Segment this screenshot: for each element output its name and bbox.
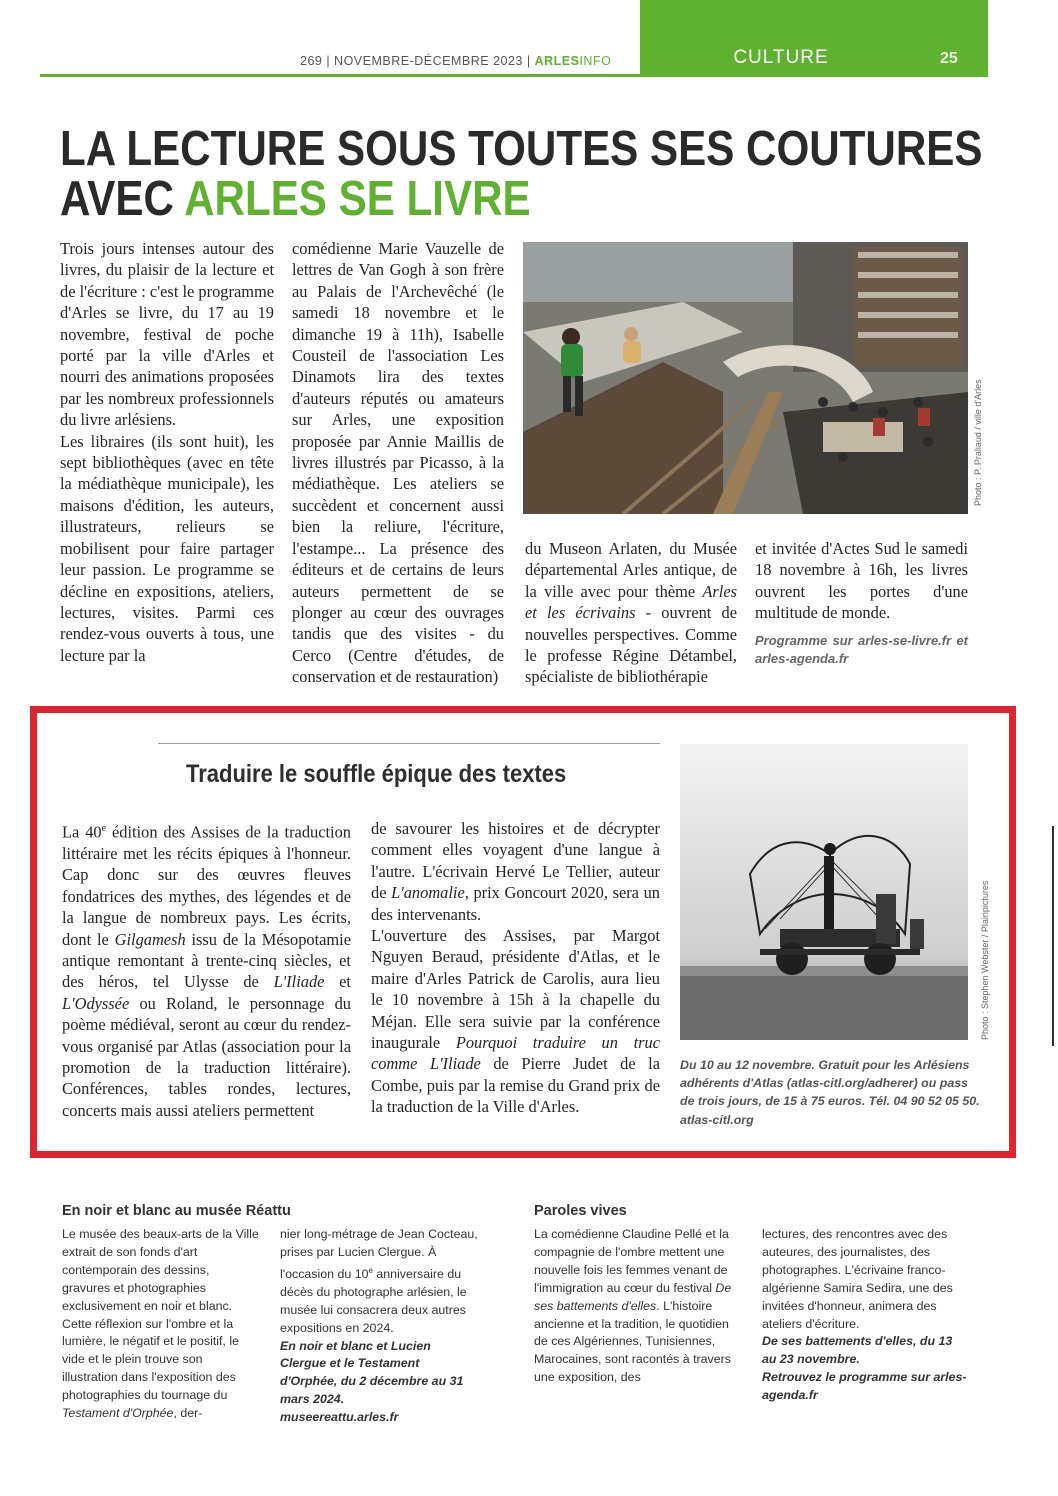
- article-col1-p2: Les libraires (ils sont huit), les sept bibliothèques (avec en tête la médiathèque municipale), les maisons d'édition, les auteurs, illustrateurs, relieurs se mobilisent pour faire partager leur passion. Le programme se décline en expositions, ateliers, lectures, visites. Parmi ces rendez-vous ouverts à tous, une lecture par la: [60, 431, 274, 665]
- paroles-title: Paroles vives: [534, 1203, 627, 1219]
- paroles-col1-b: . L'histoire ancienne et la tradition, le quotidien de ces Algériennes, Tunisiennes, Marocaines, sont racontés à travers une exposition, des: [534, 1298, 731, 1385]
- wings-photo: [680, 744, 968, 1040]
- boxed-column-1: [62, 818, 351, 1138]
- rubrique-label: CULTURE: [733, 47, 829, 68]
- reattu-col1-a: Le musée des beaux-arts de la Ville extrait de son fonds d'art contemporain des dessins, gravures et photographies exclusivement en noir et blanc. Cette réflexion sur l'ombre et la lumière, le négatif et le positif, le vide et le plein trouve son illustration dans l'exposition des photographies du tournage du: [62, 1227, 259, 1403]
- article-column-3: [525, 538, 737, 706]
- boxed-col2-p2: [371, 925, 660, 1118]
- paroles-column-2: [762, 1226, 968, 1405]
- boxed-col1-sup: e: [101, 823, 107, 834]
- reattu-column-1: [62, 1226, 260, 1423]
- reattu-column-2: [280, 1226, 480, 1427]
- boxed-column-2: [371, 818, 660, 1118]
- reattu-col1-i: Testament d'Orphée: [62, 1406, 174, 1421]
- reattu-title: En noir et blanc au musée Réattu: [62, 1203, 291, 1219]
- paroles-col2-text: lectures, des rencontres avec des auteures, des journalistes, des photographes. L'écrivaine franco-algérienne Samira Sedira, une des invitées d'honneur, animera des ateliers d'écriture.: [762, 1227, 953, 1331]
- title-line-2-plain: AVEC: [60, 172, 185, 226]
- issue-line: [300, 54, 611, 68]
- boxed-col2-i1: L'anomalie: [391, 883, 465, 903]
- boxed-col1-d: et: [324, 972, 351, 992]
- reattu-col1-text: [62, 1226, 260, 1423]
- boxed-col2-b: , prix Goncourt 2020, sera un des intervenants.: [371, 883, 660, 924]
- boxed-col2-a: de savourer les histoires et de décrypter comment elles voyagent d'une langue à l'autre. L'écrivain Hervé Le Tellier, auteur de: [371, 819, 660, 903]
- article-column-1: [60, 238, 274, 706]
- wings-photo-illustration: [680, 744, 968, 1040]
- reattu-info: En noir et blanc et Lucien Clergue et le Testament d'Orphée, du 2 décembre au 31 mars 2024.: [280, 1338, 464, 1407]
- header-rule: [40, 74, 988, 77]
- paroles-col1-a: La comédienne Claudine Pellé et la compagnie de l'ombre mettent une nouvelle fois les femmes venant de l'immigration au cœur du festival: [534, 1227, 729, 1295]
- article-column-2: [292, 238, 504, 706]
- article-title: [60, 122, 983, 226]
- wings-photo-credit: Photo : Stephen Webster / Plainpictures: [980, 880, 990, 1040]
- article-column-4: [755, 538, 968, 668]
- boxed-col1-e: ou Roland, le personnage du poème médiéval, seront au cœur du rendez-vous organisé par Atlas (association pour la promotion de la traduction littéraire). Conférences, tables rondes, lectures, concerts mais aussi ateliers permettent: [62, 993, 351, 1120]
- article-col3-a: du Museon Arlaten, du Musée départemental Arles antique, de la ville avec pour thème: [525, 539, 737, 601]
- reattu-col1-b: , der-: [173, 1406, 203, 1421]
- program-note: Programme sur arles-se-livre.fr et arles-agenda.fr: [755, 632, 968, 666]
- article-col2-text: comédienne Marie Vauzelle de lettres de Van Gogh à son frère au Palais de l'Archevêché (le samedi 18 novembre et le dimanche 19 à 11h), Isabelle Cousteil de l'association Les Dinamots lira des textes d'auteurs réputés ou amateurs sur Arles, une exposition proposée par Annie Maillis de livres illustrés par Picasso, à la médiathèque. Les ateliers se succèdent et concernent aussi bien la reliure, l'écriture, l'estampe... La présence des éditeurs et de certains de leurs auteurs permettent de se plonger au cœur des ouvrages tandis que des visites - du Cerco (Centre d'études, de conservation et de restauration): [292, 239, 504, 687]
- article-col3-text: [525, 538, 737, 688]
- article-col3-b: - ouvrent de nouvelles perspectives. Comme le professe Régine Détambel, spécialiste de bibliothérapie: [525, 603, 737, 687]
- page-edge-mark: [1052, 826, 1054, 1046]
- boxed-col2-p1: [371, 818, 660, 925]
- brand-info: INFO: [579, 54, 612, 68]
- paroles-column-1: [534, 1226, 734, 1387]
- boxed-col1-b: édition des Assises de la traduction littéraire met les récits épiques à l'honneur. Cap donc sur des œuvres fleuves fondatrices des mythes, des légendes et de la langue de nombreux pays. Les écrits, dont le: [62, 822, 351, 949]
- reattu-col2-text: [280, 1226, 480, 1338]
- article-col3-italic: Arles et les écrivains: [525, 581, 737, 623]
- article-col4-text: et invitée d'Actes Sud le samedi 18 novembre à 16h, les livres ouvrent les portes d'une multitude de monde.: [755, 539, 968, 623]
- brand-arles: ARLES: [534, 54, 580, 68]
- article-col1-p1: Trois jours intenses autour des livres, du plaisir de la lecture et de l'écriture : c'est le programme d'Arles se livre, du 17 au 19 novembre, festival de poche porté par la ville d'Arles et nourri des animations proposées par les nombreux professionnels du livre arlésiens.: [60, 239, 274, 430]
- library-photo-illustration: [523, 242, 968, 514]
- reattu-url: museereattu.arles.fr: [280, 1410, 399, 1425]
- paroles-col1-i: De ses battements d'elles: [534, 1280, 732, 1313]
- reattu-col2-sup: e: [368, 1265, 373, 1275]
- reattu-col2-a: nier long-métrage de Jean Cocteau, prises par Lucien Clergue. À l'occasion du 10: [280, 1227, 478, 1281]
- boxed-col1-text: [62, 818, 351, 1121]
- library-photo-credit: Photo : P. Praliaud / ville d'Arles: [973, 379, 983, 506]
- boxed-col1-i3: L'Odyssée: [62, 993, 130, 1013]
- issue-date: 269 | NOVEMBRE-DÉCEMBRE 2023 |: [300, 54, 535, 68]
- library-photo: [523, 242, 968, 514]
- paroles-dates: De ses battements d'elles, du 13 au 23 novembre.: [762, 1334, 953, 1367]
- title-line-2: [60, 174, 851, 224]
- boxed-col1-c: issu de la Mésopotamie antique remontant à trente-cinq siècles, et des héros, tel Ulysse de: [62, 929, 351, 992]
- boxed-caption: Du 10 au 12 novembre. Gratuit pour les Arlésiens adhérents d'Atlas (atlas-citl.org/adherer) ou pass de trois jours, de 15 à 75 euros. Tél. 04 90 52 05 50. atlas-citl.org: [680, 1058, 980, 1127]
- title-line-1: LA LECTURE SOUS TOUTES SES COUTURES: [60, 122, 983, 176]
- boxed-title: Traduire le souffle épique des textes: [186, 760, 567, 788]
- title-line-2-green: ARLES SE LIVRE: [184, 172, 531, 226]
- boxed-rule: [158, 743, 660, 744]
- boxed-col1-i2: L'Iliade: [273, 972, 325, 992]
- boxed-col2-p2-a: L'ouverture des Assises, par Margot Nguyen Beraud, présidente d'Atlas, et le maire d'Arles Patrick de Carolis, aura lieu le 10 novembre à 15h à la chapelle du Méjan. Elle sera suivie par la conférence inaugurale: [371, 926, 660, 1053]
- paroles-more: Retrouvez le programme sur arles-agenda.fr: [762, 1370, 967, 1403]
- paroles-col1-text: [534, 1226, 734, 1387]
- boxed-col1-i1: Gilgamesh: [114, 929, 186, 949]
- boxed-col2-p2-b: de Pierre Judet de la Combe, puis par la remise du Grand prix de la traduction de la Ville d'Arles.: [371, 1054, 660, 1117]
- boxed-col2-p2-i: Pourquoi traduire un truc comme L'Iliade: [371, 1033, 660, 1074]
- boxed-col1-a: La 40: [62, 822, 102, 842]
- reattu-col2-b: anniversaire du décès du photographe arlésien, le musée lui consacrera deux autres expositions en 2024.: [280, 1266, 467, 1335]
- page-number: 25: [940, 50, 958, 67]
